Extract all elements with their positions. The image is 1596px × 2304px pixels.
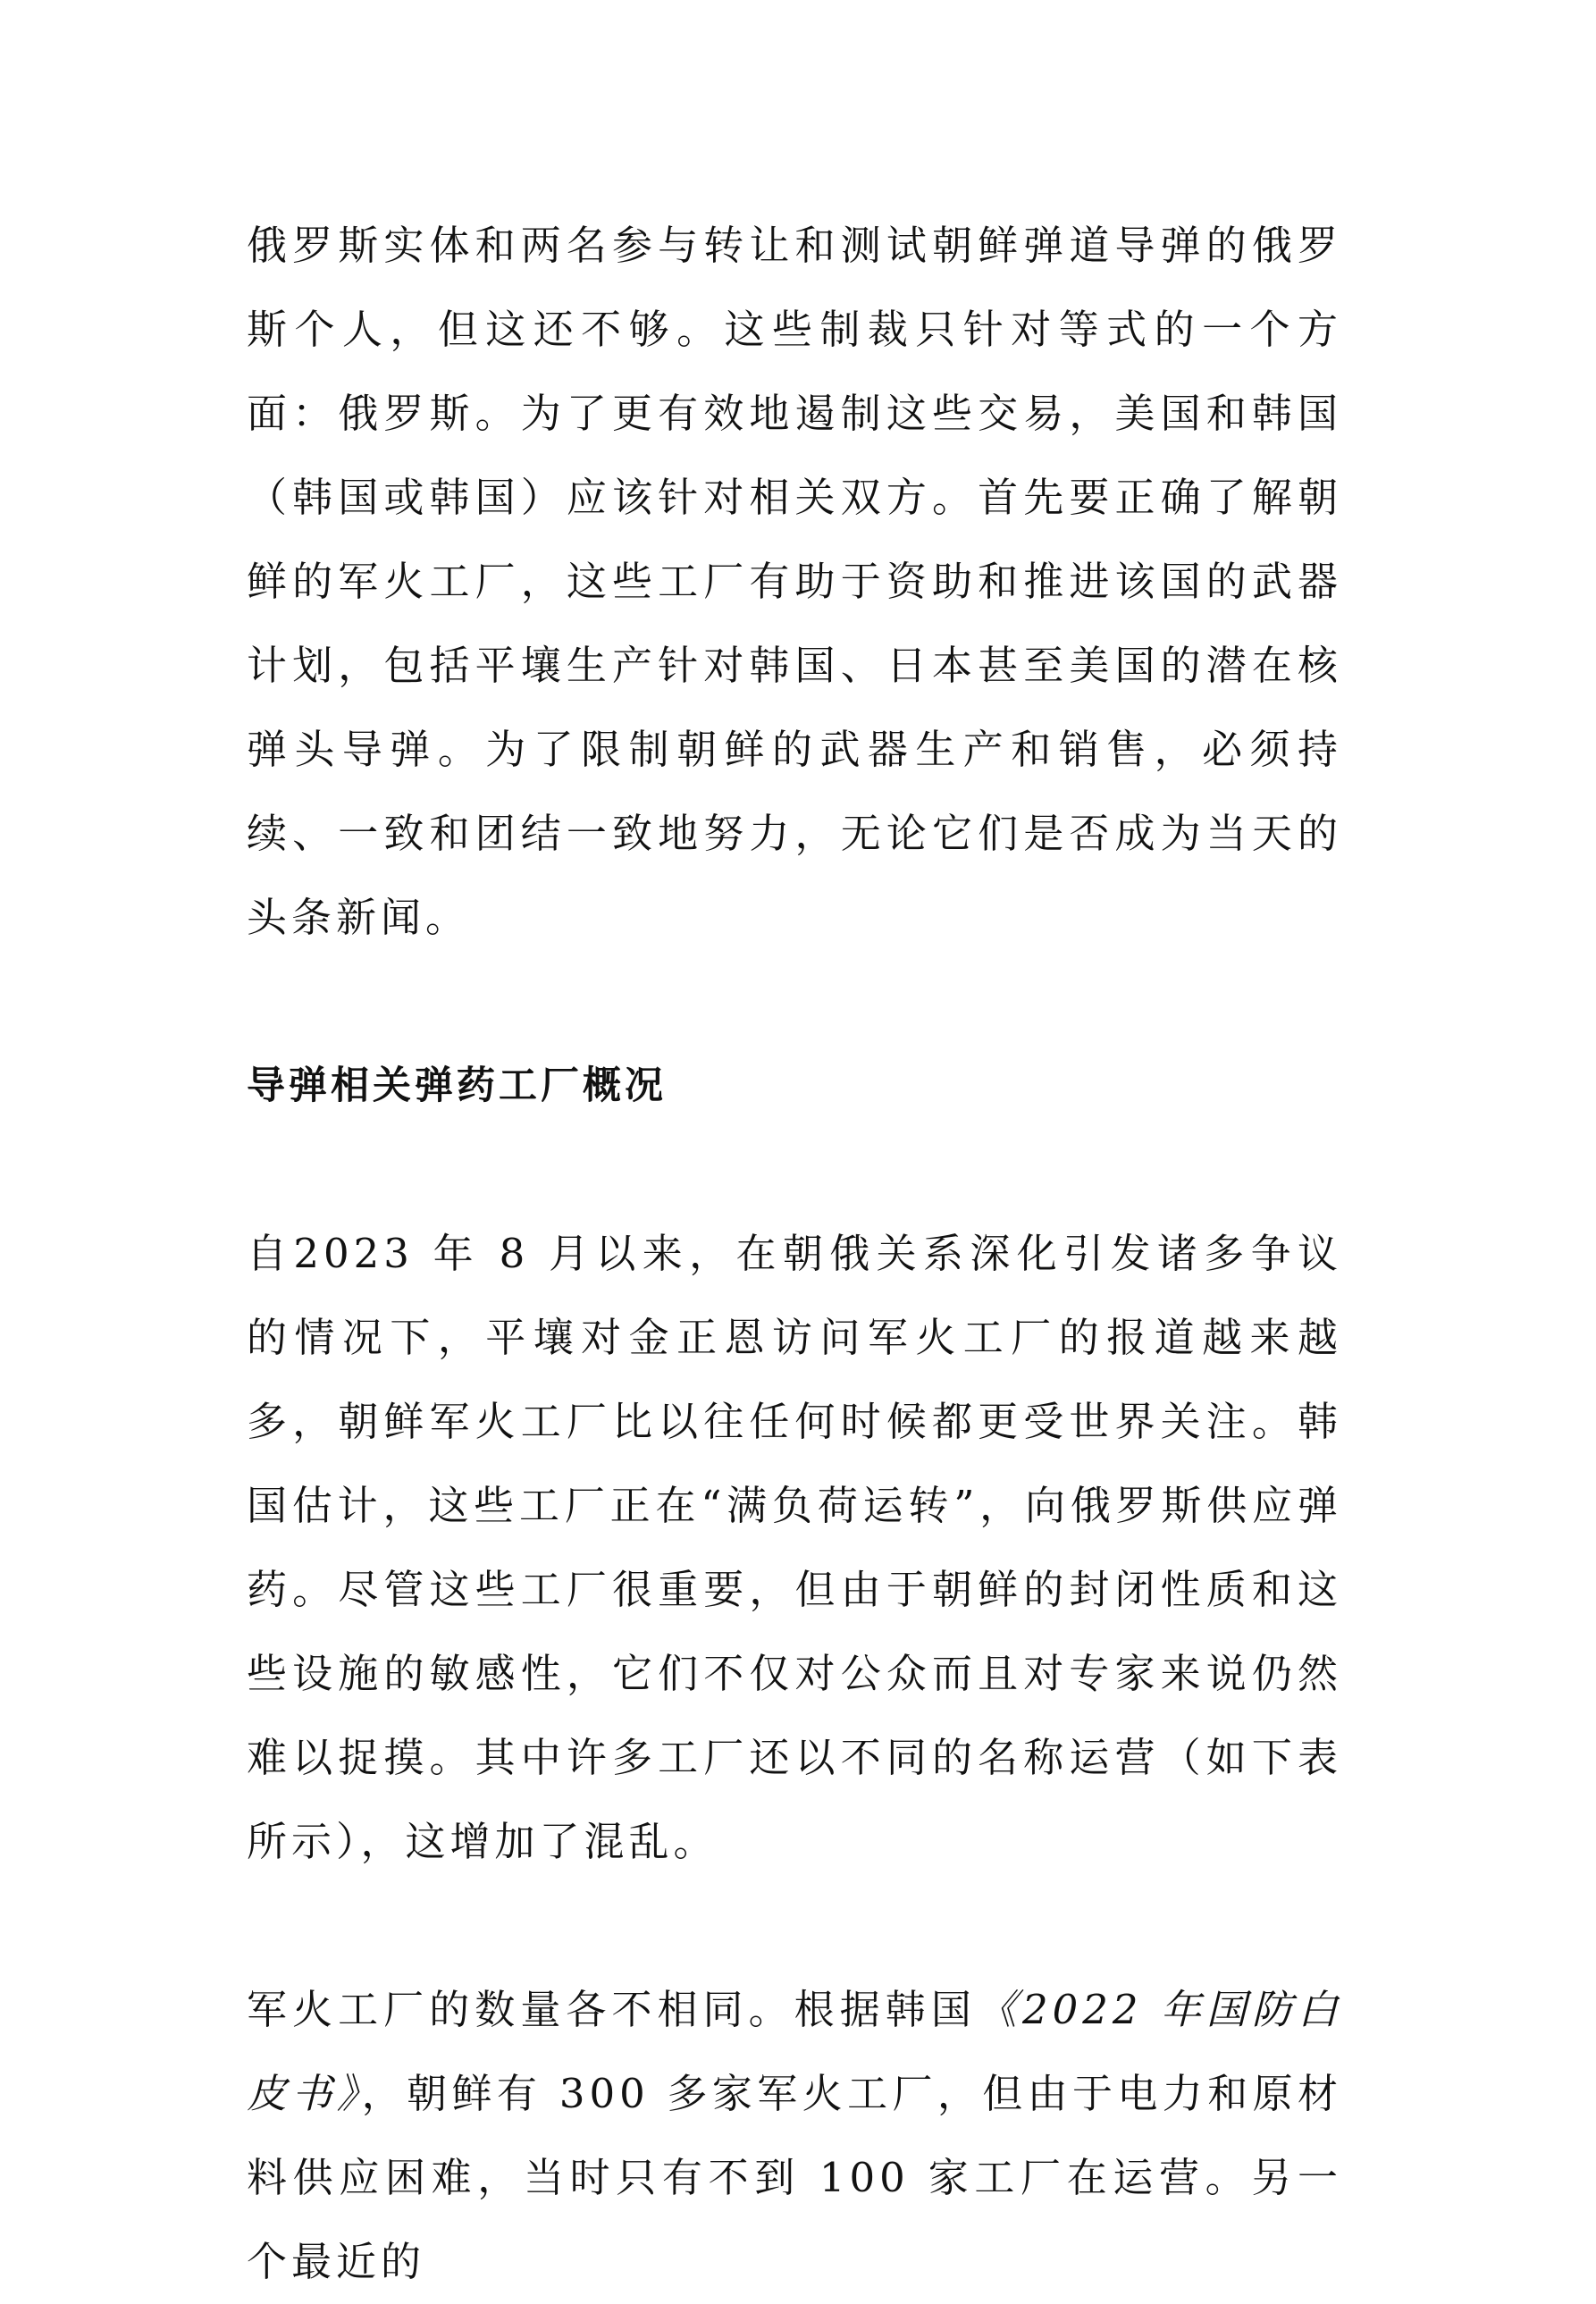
- paragraph-factory-count-end: ，朝鲜有 300 多家军火工厂，但由于电力和原材料供应困难，当时只有不到 100 家工厂在运营。另一个最近的: [247, 2070, 1342, 2285]
- document-page: [247, 204, 1342, 2304]
- section-heading: 导弹相关弹药工厂概况: [247, 1064, 667, 1108]
- paragraph-sanctions: 俄罗斯实体和两名参与转让和测试朝鲜弹道导弹的俄罗斯个人，但这还不够。这些制裁只针对等式的一个方面：俄罗斯。为了更有效地遏制这些交易，美国和韩国（韩国或韩国）应该针对相关双方。首先要正确了解朝鲜的军火工厂，这些工厂有助于资助和推进该国的武器计划，包括平壤生产针对韩国、日本甚至美国的潜在核弹头导弹。为了限制朝鲜的武器生产和销售，必须持续、一致和团结一致地努力，无论它们是否成为当天的头条新闻。: [247, 222, 1342, 941]
- paragraph-factory-count-start: 军火工厂的数量各不相同。根据韩国: [247, 1986, 977, 2033]
- paragraph-munitions-factories: 自2023 年 8 月以来，在朝俄关系深化引发诸多争议的情况下，平壤对金正恩访问军火工厂的报道越来越多，朝鲜军火工厂比以往任何时候都更受世界关注。韩国估计，这些工厂正在“满负荷运转”，向俄罗斯供应弹药。尽管这些工厂很重要，但由于朝鲜的封闭性质和这些设施的敏感性，它们不仅对公众而且对专家来说仍然难以捉摸。其中许多工厂还以不同的名称运营（如下表所示），这增加了混乱。: [247, 1230, 1342, 1865]
- cited-title: 《2022 年国防白皮书》: [247, 1986, 1342, 2117]
- paragraph-factory-count: [247, 1968, 1342, 2304]
